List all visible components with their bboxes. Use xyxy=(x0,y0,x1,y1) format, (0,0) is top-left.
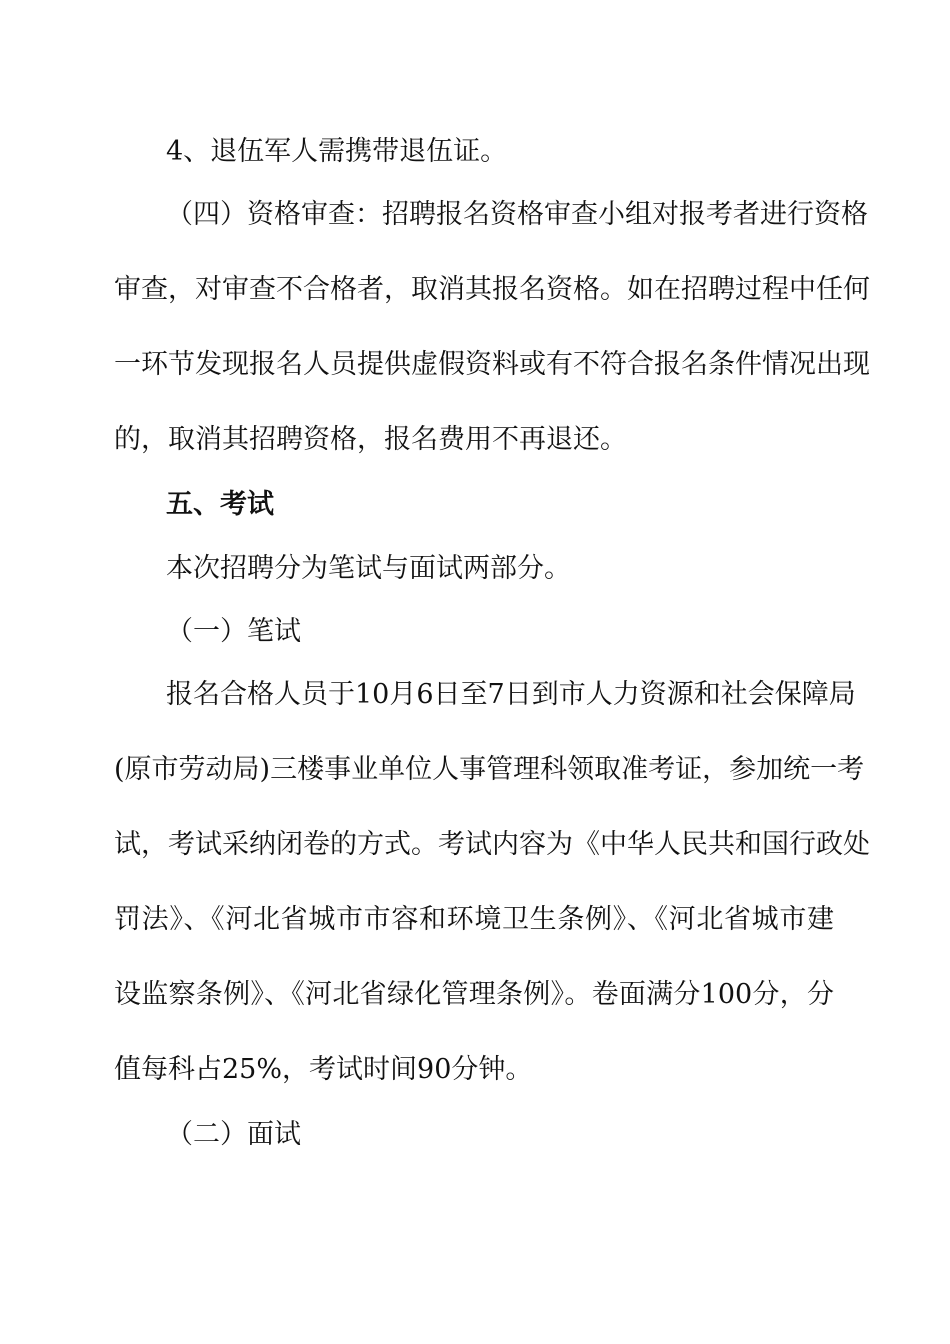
subsection-heading: （二）面试 xyxy=(166,1119,301,1150)
section-heading: 五、考试 xyxy=(166,489,274,520)
paragraph-line: (原市劳动局)三楼事业单位人事管理科领取准考证，参加统一考 xyxy=(114,754,865,785)
paragraph-line: （四）资格审查：招聘报名资格审查小组对报考者进行资格 xyxy=(166,199,868,230)
paragraph-line: 审查，对审查不合格者，取消其报名资格。如在招聘过程中任何 xyxy=(114,274,870,305)
paragraph-line: 4、退伍军人需携带退伍证。 xyxy=(166,136,508,167)
paragraph-line: 本次招聘分为笔试与面试两部分。 xyxy=(166,553,571,584)
paragraph-line: 报名合格人员于10月6日至7日到市人力资源和社会保障局 xyxy=(166,679,856,710)
paragraph-line: 一环节发现报名人员提供虚假资料或有不符合报名条件情况出现 xyxy=(114,349,870,380)
subsection-heading: （一）笔试 xyxy=(166,616,301,647)
paragraph-line: 罚法》、《河北省城市市容和环境卫生条例》、《河北省城市建 xyxy=(114,904,834,935)
paragraph-line: 设监察条例》、《河北省绿化管理条例》。卷面满分100分，分 xyxy=(114,979,834,1010)
paragraph-line: 值每科占25%，考试时间90分钟。 xyxy=(114,1054,533,1085)
paragraph-line: 的，取消其招聘资格，报名费用不再退还。 xyxy=(114,424,627,455)
paragraph-line: 试，考试采纳闭卷的方式。考试内容为《中华人民共和国行政处 xyxy=(114,829,870,860)
